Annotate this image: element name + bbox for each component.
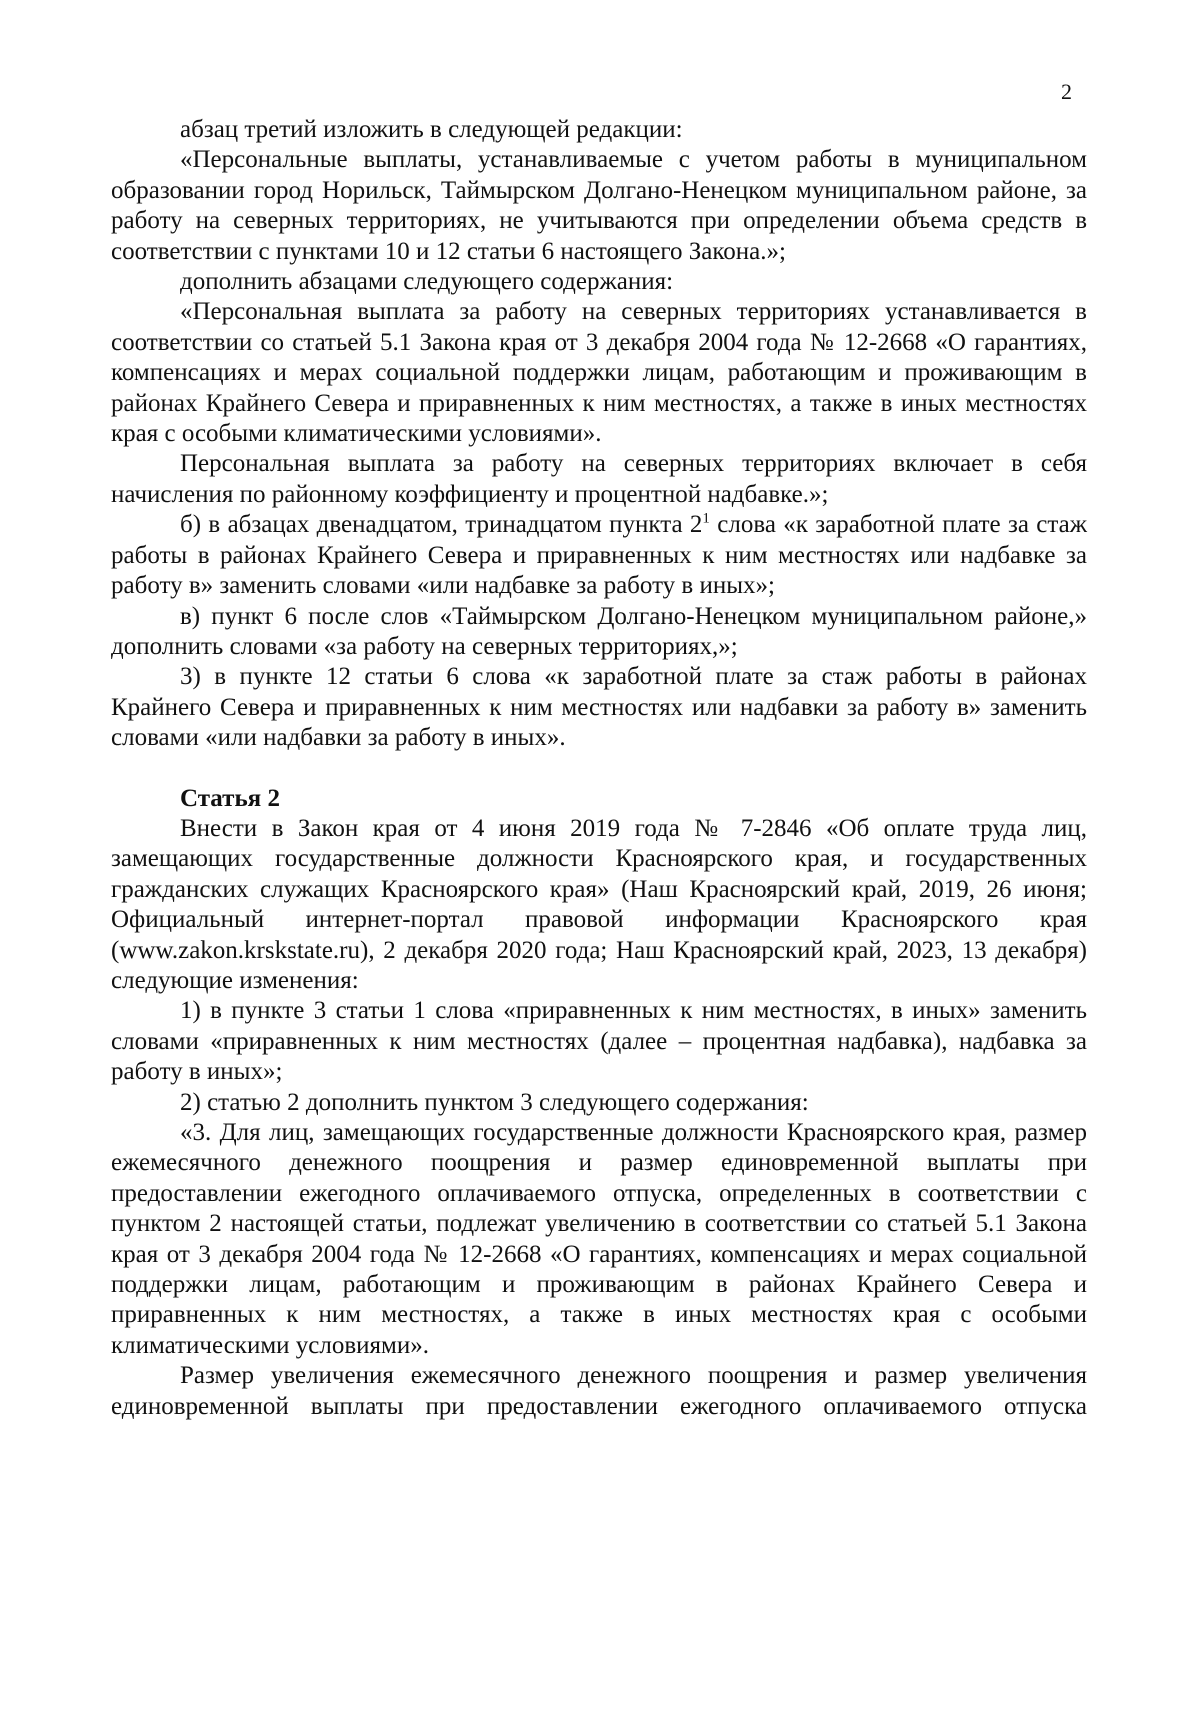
paragraph-b-part2: слова «к заработной плате за стаж работы в районах Крайнего Севера и приравненных к ним местностях или надбавке за работу в» заменить словами «или надбавке за работу в иных»; [111,511,1087,600]
paragraph: Внести в Закон края от 4 июня 2019 года № 7-2846 «Об оплате труда лиц, замещающих государственные должности Красноярского края, и государственных гражданских служащих Красноярского края» (Наш Красноярский край, 2019, 26 июня; Официальный интернет-портал правовой информации Красноярского края (www.zakon.krskstate.ru), 2 декабря 2020 года; Наш Красноярский край, 2023, 13 декабря) следующие изменения: [111,814,1087,994]
paragraph: в) пункт 6 после слов «Таймырском Долгано-Ненецком муниципальном районе,» дополнить словами «за работу на северных территориях,»; [111,602,1087,660]
paragraph: 2) статью 2 дополнить пунктом 3 следующего содержания: [180,1088,809,1116]
article-heading: Статья 2 [180,784,280,812]
paragraph: Размер увеличения ежемесячного денежного поощрения и размер увеличения единовременной выплаты при предоставлении ежегодного оплачиваемого отпуска [111,1362,1087,1420]
paragraph: 1) в пункте 3 статьи 1 слова «приравненных к ним местностях, в иных» заменить словами «приравненных к ним местностях (далее – процентная надбавка), надбавка за работу в иных»; [111,997,1087,1086]
page-number: 2 [1061,79,1072,104]
paragraph: Персональная выплата за работу на северных территориях включает в себя начисления по районному коэффициенту и процентной надбавке.»; [111,450,1087,508]
paragraph: «3. Для лиц, замещающих государственные должности Красноярского края, размер ежемесячного денежного поощрения и размер единовременной выплаты при предоставлении ежегодного оплачиваемого отпуска, определенных в соответствии с пунктом 2 настоящей статьи, подлежат увеличению в соответствии со статьей 5.1 Закона края от 3 декабря 2004 года № 12-2668 «О гарантиях, компенсациях и мерах социальной поддержки лицам, работающим и проживающим в районах Крайнего Севера и приравненных к ним местностях, а также в иных местностях края с особыми климатическими условиями». [111,1119,1087,1359]
superscript: 1 [702,510,710,527]
paragraph: 3) в пункте 12 статьи 6 слова «к заработной плате за стаж работы в районах Крайнего Севера и приравненных к ним местностях или надбавки за работу в» заменить словами «или надбавки за работу в иных». [111,663,1087,752]
paragraph: «Персональные выплаты, устанавливаемые с учетом работы в муниципальном образовании город Норильск, Таймырском Долгано-Ненецком муниципальном районе, за работу на северных территориях, не учитываются при определении объема средств в соответствии с пунктами 10 и 12 статьи 6 настоящего Закона.»; [111,146,1087,265]
document-body [111,115,1087,1422]
paragraph: дополнить абзацами следующего содержания: [180,268,674,296]
paragraph: «Персональная выплата за работу на северных территориях устанавливается в соответствии со статьей 5.1 Закона края от 3 декабря 2004 года № 12-2668 «О гарантиях, компенсациях и мерах социальной поддержки лицам, работающим и проживающим в районах Крайнего Севера и приравненных к ним местностях, а также в иных местностях края с особыми климатическими условиями». [111,298,1087,448]
paragraph: абзац третий изложить в следующей редакции: [180,116,683,143]
paragraph-b-part1: б) в абзацах двенадцатом, тринадцатом пункта 2 [180,511,703,539]
paragraph-b [111,510,1087,601]
